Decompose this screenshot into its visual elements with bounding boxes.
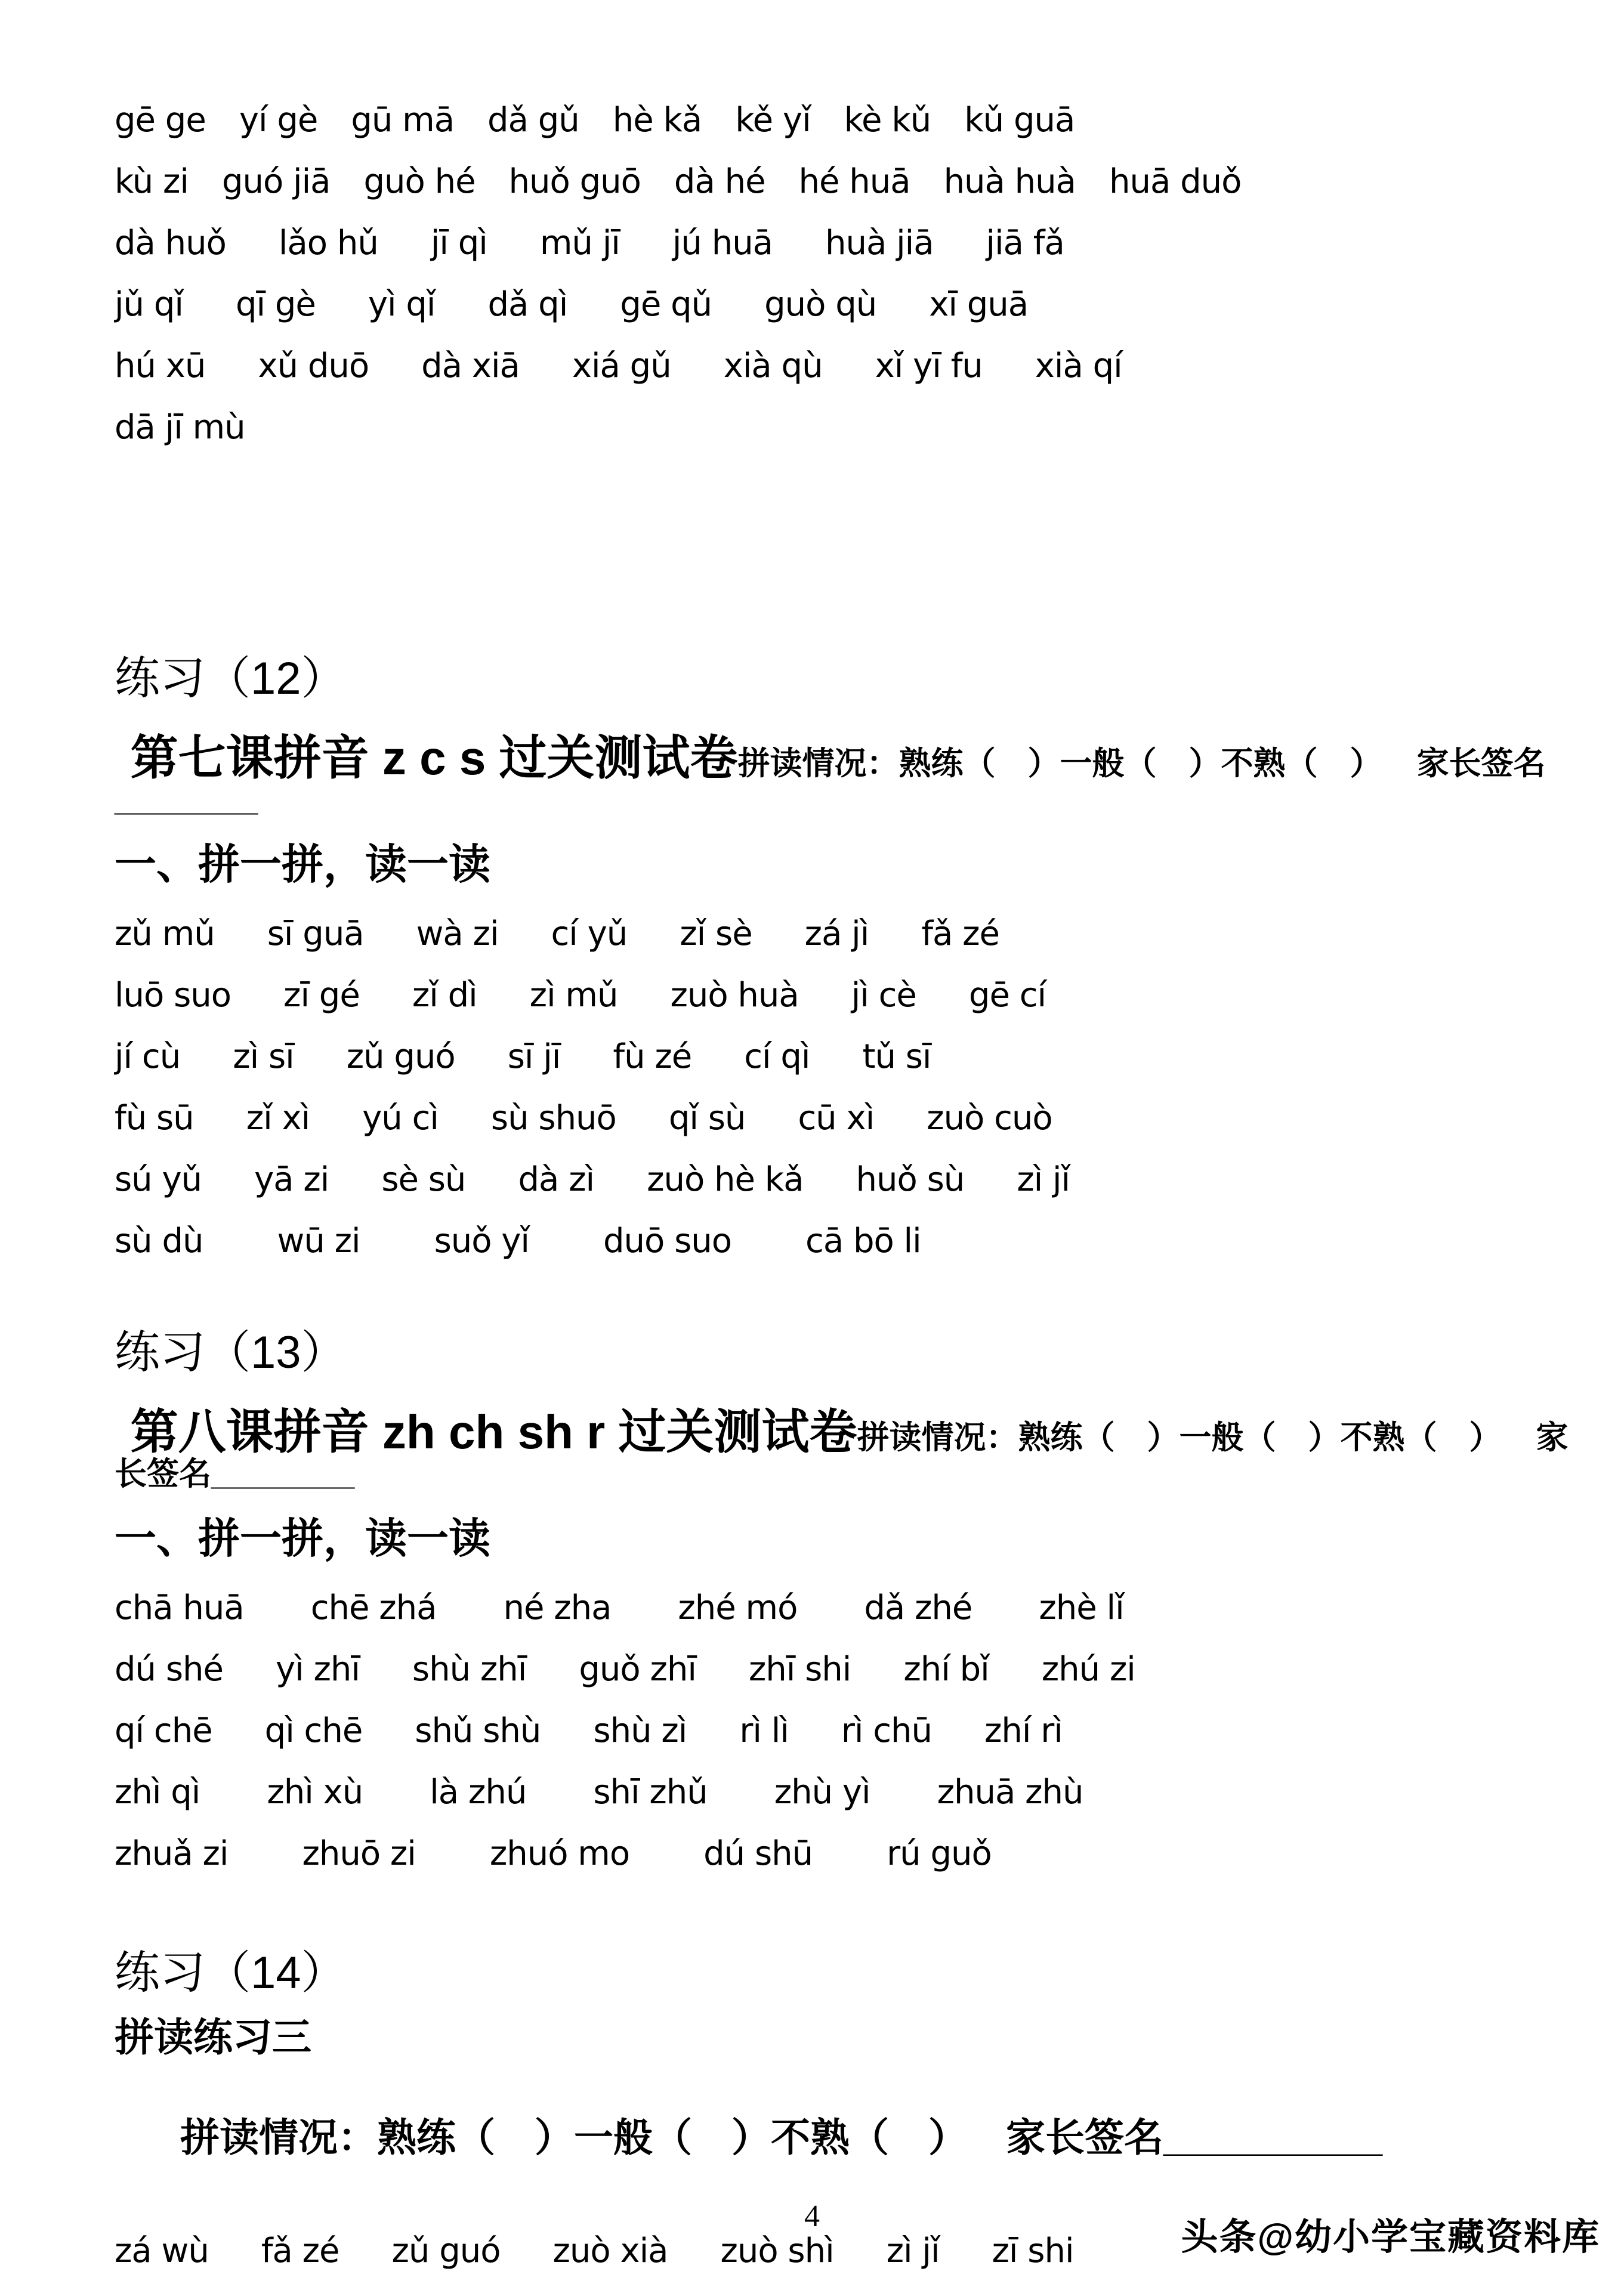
pinyin-word: chā huā xyxy=(115,1589,244,1628)
pinyin-word: zī gé xyxy=(283,976,360,1015)
pinyin-word: qì chē xyxy=(264,1711,363,1751)
pinyin-word: zǔ mǔ xyxy=(115,914,215,954)
pinyin-word: dú shé xyxy=(115,1650,223,1689)
pinyin-word: fù zé xyxy=(613,1037,692,1077)
pinyin-word: fù sū xyxy=(115,1099,194,1138)
pinyin-word: gē cí xyxy=(968,976,1046,1015)
pinyin-word: suǒ yǐ xyxy=(434,1222,529,1261)
pinyin-word: lǎo hǔ xyxy=(278,224,378,262)
pinyin-word: xià qù xyxy=(723,347,823,385)
pinyin-word: huà jiā xyxy=(825,224,934,262)
pinyin-word: zhì xù xyxy=(267,1773,363,1812)
pinyin-word: sù dù xyxy=(115,1222,203,1261)
pinyin-word: rú guǒ xyxy=(887,1834,992,1874)
exercise-13-heading xyxy=(115,1397,1588,1501)
pinyin-word: jí cù xyxy=(115,1037,181,1077)
pinyin-row xyxy=(115,1639,1588,1700)
reading-status-label: 拼读情况：熟练（ ）一般（ ）不熟（ ） xyxy=(180,2115,968,2159)
pinyin-word: sú yǔ xyxy=(115,1160,202,1200)
pinyin-word: dǎ zhé xyxy=(864,1589,972,1628)
pinyin-word: guó jiā xyxy=(221,162,331,201)
pinyin-word: yí gè xyxy=(239,101,318,140)
pinyin-word: zǔ guó xyxy=(346,1037,455,1077)
pinyin-word: dà hé xyxy=(674,162,765,201)
exercise-14-title: 练习（14） xyxy=(115,1948,347,1998)
pinyin-word: zǔ guó xyxy=(391,2232,501,2270)
pinyin-word: né zha xyxy=(503,1589,612,1628)
pinyin-row xyxy=(115,1823,1588,1884)
pinyin-word: rì chū xyxy=(841,1711,932,1751)
pinyin-word: zì jǐ xyxy=(886,2232,940,2270)
pinyin-word: xī guā xyxy=(929,285,1029,324)
exercise-12-heading xyxy=(115,723,1588,827)
pinyin-word: zhuā zhù xyxy=(937,1773,1083,1812)
pinyin-word: huǒ sù xyxy=(856,1160,965,1200)
pinyin-word: yú cì xyxy=(362,1099,439,1138)
pinyin-word: jī qì xyxy=(430,224,487,262)
pinyin-word: zì mǔ xyxy=(529,976,618,1015)
pinyin-word: zǐ dì xyxy=(412,976,477,1015)
parent-signature-label: 家长签名________ xyxy=(115,1419,1569,1492)
pinyin-word: zá wù xyxy=(115,2232,209,2270)
pinyin-word: shù zì xyxy=(593,1711,687,1751)
exercise-12-section xyxy=(115,653,1588,1272)
pinyin-word: mǔ jī xyxy=(539,224,620,262)
reading-status-label: 拼读情况：熟练（ ）一般（ ）不熟（ ） xyxy=(737,745,1382,781)
exercise-12-title: 练习（12） xyxy=(115,653,347,704)
pinyin-word: guò hé xyxy=(363,162,476,201)
pinyin-word: dǎ gǔ xyxy=(487,101,579,140)
pinyin-word: kě yǐ xyxy=(735,101,811,140)
pinyin-row xyxy=(115,397,1576,458)
pinyin-row xyxy=(115,903,1588,965)
pinyin-word: là zhú xyxy=(430,1773,527,1812)
pinyin-word: hé huā xyxy=(798,162,910,201)
pinyin-word: huǒ guō xyxy=(508,162,641,201)
pinyin-word: xǔ duō xyxy=(258,347,369,385)
pinyin-row xyxy=(115,1026,1588,1087)
pinyin-word: zhuō zi xyxy=(302,1834,416,1874)
pinyin-word: gē ge xyxy=(115,101,206,140)
pinyin-word: jì cè xyxy=(851,976,916,1015)
pinyin-word: yì zhī xyxy=(275,1650,360,1689)
pinyin-word: qǐ sù xyxy=(668,1099,746,1138)
pinyin-word: kù zi xyxy=(115,162,189,201)
pinyin-word: sè sù xyxy=(381,1160,466,1200)
pinyin-word: zhí rì xyxy=(984,1711,1063,1751)
pinyin-word: zuò shì xyxy=(720,2232,834,2270)
pinyin-word: cí yǔ xyxy=(551,914,628,954)
pinyin-word: rì lì xyxy=(739,1711,789,1751)
pinyin-word: kè kǔ xyxy=(844,101,931,140)
pinyin-word: duō suo xyxy=(603,1222,732,1261)
pinyin-word: zuò hè kǎ xyxy=(647,1160,804,1200)
page-number: 4 xyxy=(804,2199,820,2233)
pinyin-word: dà huǒ xyxy=(115,224,226,262)
pinyin-word: zhì qì xyxy=(115,1773,200,1812)
pinyin-word: sù shuō xyxy=(490,1099,616,1138)
pinyin-row xyxy=(115,274,1576,335)
pinyin-word: kǔ guā xyxy=(964,101,1075,140)
pinyin-word: shù zhī xyxy=(412,1650,527,1689)
pinyin-word: cū xì xyxy=(798,1099,875,1138)
exercise-12-subheading: 一、拼一拼，读一读 xyxy=(115,841,490,888)
pinyin-word: gū mā xyxy=(351,101,455,140)
pinyin-word: hè kǎ xyxy=(612,101,702,140)
exercise-14-subtitle: 拼读练习三 xyxy=(115,2015,311,2059)
pinyin-word: zhí bǐ xyxy=(903,1650,989,1689)
pinyin-word: tǔ sī xyxy=(862,1037,931,1077)
pinyin-word: dà xiā xyxy=(421,347,520,385)
pinyin-row xyxy=(115,965,1588,1026)
pinyin-word: yā zi xyxy=(254,1160,329,1200)
exercise-13-title: 练习（13） xyxy=(115,1327,347,1378)
pinyin-word: xǐ yī fu xyxy=(875,347,983,385)
pinyin-word: zhuó mo xyxy=(489,1834,630,1874)
pinyin-row xyxy=(115,1210,1588,1272)
pinyin-word: zuò huà xyxy=(670,976,799,1015)
pinyin-word: dú shū xyxy=(703,1834,813,1874)
pinyin-row xyxy=(115,335,1576,397)
pinyin-word: chē zhá xyxy=(310,1589,437,1628)
pinyin-word: xiá gǔ xyxy=(572,347,671,385)
pinyin-word: luō suo xyxy=(115,976,231,1015)
pinyin-word: jiā fǎ xyxy=(986,224,1064,262)
pinyin-word: zhè lǐ xyxy=(1039,1589,1124,1628)
pinyin-word: wū zi xyxy=(277,1222,360,1261)
parent-signature-label: 家长签名________ xyxy=(115,745,1546,818)
pinyin-word: dǎ qì xyxy=(487,285,568,324)
pinyin-word: dà zì xyxy=(518,1160,595,1200)
pinyin-word: guò qù xyxy=(764,285,877,324)
pinyin-word: zhú zi xyxy=(1041,1650,1135,1689)
pinyin-word: xià qí xyxy=(1035,347,1122,385)
pinyin-row xyxy=(115,89,1576,151)
pinyin-word: cí qì xyxy=(744,1037,810,1077)
pinyin-row xyxy=(115,1762,1588,1823)
pinyin-word: huā duǒ xyxy=(1109,162,1242,201)
pinyin-word: zá jì xyxy=(804,914,869,954)
exercise-13-subheading: 一、拼一拼，读一读 xyxy=(115,1515,490,1562)
pinyin-row xyxy=(115,1577,1588,1639)
pinyin-word: fǎ zé xyxy=(921,914,999,954)
pinyin-word: wà zi xyxy=(416,914,499,954)
pinyin-row xyxy=(115,1700,1588,1762)
pinyin-word: qī gè xyxy=(235,285,316,324)
pinyin-word: zhù yì xyxy=(774,1773,870,1812)
parent-signature-label: 家长签名__________ xyxy=(1006,2115,1383,2159)
pinyin-row xyxy=(115,151,1576,212)
pinyin-word: zuò xià xyxy=(552,2232,668,2270)
pinyin-row xyxy=(115,1149,1588,1210)
pinyin-word: jú huā xyxy=(672,224,773,262)
pinyin-word: qí chē xyxy=(115,1711,212,1751)
exercise-13-section xyxy=(115,1327,1588,1884)
pinyin-word: huà huà xyxy=(943,162,1076,201)
pinyin-word: zhuǎ zi xyxy=(115,1834,229,1874)
pinyin-word: guǒ zhī xyxy=(579,1650,696,1689)
pinyin-word: zǐ sè xyxy=(680,914,752,954)
pinyin-word: jǔ qǐ xyxy=(115,285,183,324)
watermark: 头条@幼小学宝藏资料库 xyxy=(1181,2217,1600,2258)
pinyin-row xyxy=(115,1087,1588,1149)
intro-pinyin-block xyxy=(115,89,1576,458)
lesson-heading: 第七课拼音 z c s 过关测试卷 xyxy=(130,731,738,784)
pinyin-word: zì sī xyxy=(233,1037,294,1077)
pinyin-word: dā jī mù xyxy=(115,408,245,447)
pinyin-word: zì jǐ xyxy=(1017,1160,1070,1200)
pinyin-word: gē qǔ xyxy=(620,285,712,324)
pinyin-word: zhī shi xyxy=(748,1650,851,1689)
pinyin-word: zhé mó xyxy=(678,1589,798,1628)
pinyin-word: zī shi xyxy=(992,2232,1074,2270)
lesson-heading: 第八课拼音 zh ch sh r 过关测试卷 xyxy=(130,1405,857,1458)
pinyin-word: zǐ xì xyxy=(246,1099,310,1138)
pinyin-word: shǔ shù xyxy=(415,1711,541,1751)
pinyin-row xyxy=(115,212,1576,274)
pinyin-word: cā bō li xyxy=(805,1222,921,1261)
pinyin-word: sī jī xyxy=(507,1037,561,1077)
pinyin-word: yì qǐ xyxy=(368,285,436,324)
exercise-14-status-line xyxy=(115,2078,1588,2196)
pinyin-word: zuò cuò xyxy=(927,1099,1052,1138)
pinyin-word: sī guā xyxy=(267,914,364,954)
reading-status-label: 拼读情况：熟练（ ）一般（ ）不熟（ ） xyxy=(857,1419,1502,1456)
pinyin-word: hú xū xyxy=(115,347,206,385)
pinyin-word: fǎ zé xyxy=(261,2232,339,2270)
pinyin-word: shī zhǔ xyxy=(593,1773,708,1812)
